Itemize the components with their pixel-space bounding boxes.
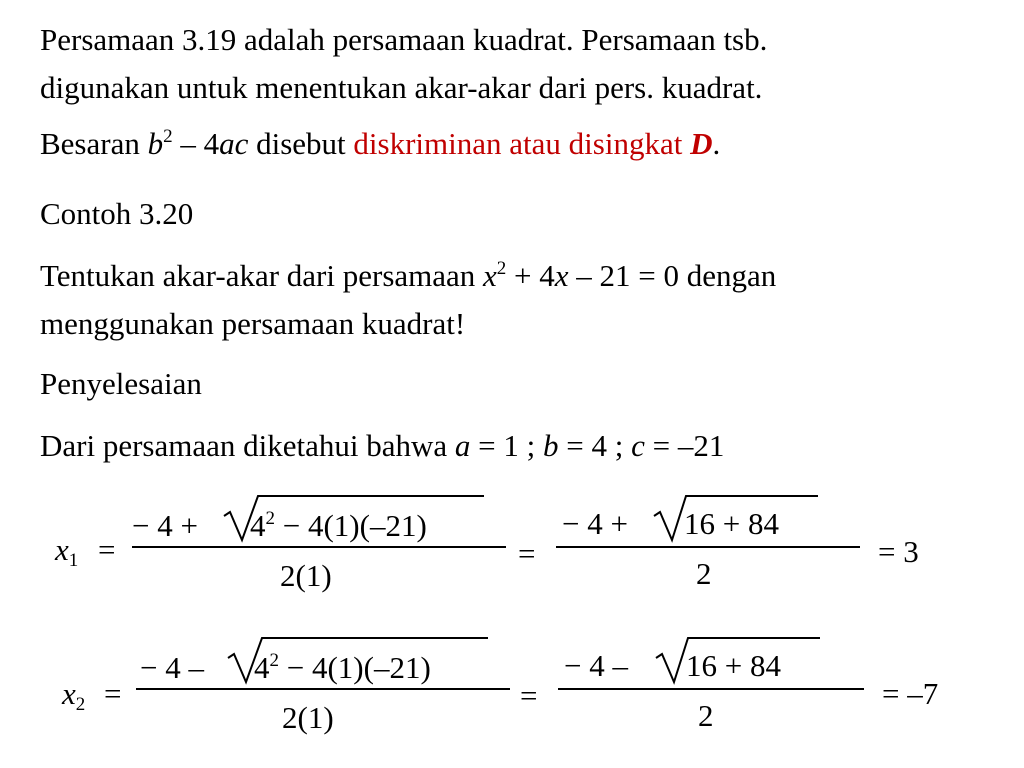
given-values [40, 426, 724, 466]
x2-den2: 2 [698, 698, 714, 733]
x1-rad-rest: − 4(1)(–21) [275, 508, 427, 543]
solution-text: Penyelesaian [40, 366, 202, 401]
x1-fraction-bar-2 [556, 546, 860, 548]
b-var: b [543, 428, 559, 463]
x1-eq-text: = [98, 532, 116, 567]
x1-sub: 1 [68, 550, 79, 571]
x1-den2: 2 [696, 556, 712, 591]
question-line-2 [40, 304, 465, 344]
paragraph-line-3 [40, 124, 720, 164]
x2-radicand-2 [686, 648, 781, 684]
x1-equals [98, 532, 115, 568]
x2-rad-base: 4 [254, 650, 270, 685]
x1-num2-pre: − 4 + [562, 506, 628, 541]
x2-fraction-bar-2 [558, 688, 864, 690]
example-title-text: Contoh 3.20 [40, 196, 194, 231]
x2-den: 2(1) [282, 700, 334, 735]
example-title [40, 194, 193, 234]
x2-radicand [254, 650, 431, 686]
x1-rad2: 16 + 84 [684, 506, 779, 541]
x2-equals-2 [520, 678, 537, 714]
x1-result [878, 534, 919, 570]
x2-rad-rest: − 4(1)(–21) [279, 650, 431, 685]
x2-label [62, 676, 86, 715]
x1-var: x [55, 532, 69, 567]
x1-eq2-text: = [518, 536, 536, 571]
question-line-1 [40, 256, 776, 296]
x1-den: 2(1) [280, 558, 332, 593]
x2-eq2-text: = [520, 678, 538, 713]
paragraph-line-2 [40, 68, 762, 108]
x2-equals [104, 676, 121, 712]
x1-radicand-2 [684, 506, 779, 542]
q-pre: Tentukan akar-akar dari persamaan [40, 258, 484, 293]
paragraph-line-2-text: digunakan untuk menentukan akar-akar dari pers. kuadrat. [40, 70, 763, 105]
x1-denominator [280, 558, 332, 594]
x2-result-text: = –7 [882, 676, 939, 711]
line3-ac: ac [219, 126, 249, 161]
x2-result [882, 676, 938, 712]
paragraph-line-1-text: Persamaan 3.19 adalah persamaan kuadrat. Persamaan tsb. [40, 22, 768, 57]
given-pre: Dari persamaan diketahui bahwa [40, 428, 455, 463]
q-line2: menggunakan persamaan kuadrat! [40, 306, 466, 341]
x2-rad2: 16 + 84 [686, 648, 781, 683]
q-x2: x [554, 258, 569, 293]
x2-sub: 2 [75, 694, 86, 715]
a-val: = 1 ; [470, 428, 543, 463]
x1-equals-2 [518, 536, 535, 572]
x1-label [55, 532, 79, 571]
line3-mid: – 4 [172, 126, 220, 161]
x1-num-pre: − 4 + [132, 508, 198, 543]
x2-rad-exp: 2 [269, 650, 279, 671]
line3-pre: Besaran [40, 126, 148, 161]
x2-denominator [282, 700, 334, 736]
x1-radicand [250, 508, 427, 544]
solution-heading [40, 364, 202, 404]
b-val: = 4 ; [558, 428, 632, 463]
x2-fraction-bar [136, 688, 510, 690]
q-exp: 2 [496, 258, 507, 279]
discriminant-symbol: D [690, 126, 713, 161]
discriminant-highlight: diskriminan atau disingkat [353, 126, 691, 161]
x2-var: x [62, 676, 76, 711]
line3-post: disebut [248, 126, 354, 161]
x2-numerator-prefix [140, 650, 204, 686]
x1-rad-base: 4 [250, 508, 266, 543]
x1-denominator-2 [696, 556, 712, 592]
line3-exp: 2 [163, 126, 173, 147]
q-post: – 21 = 0 dengan [568, 258, 777, 293]
x2-num2-pre: − 4 – [564, 648, 628, 683]
x1-result-text: = 3 [878, 534, 919, 569]
x1-numerator-prefix [132, 508, 198, 544]
q-x: x [483, 258, 497, 293]
x1-numerator2-prefix [562, 506, 628, 542]
x2-numerator2-prefix [564, 648, 628, 684]
q-mid: + 4 [506, 258, 555, 293]
line3-end: . [712, 126, 721, 161]
c-var: c [631, 428, 645, 463]
x2-eq-text: = [104, 676, 122, 711]
a-var: a [454, 428, 471, 463]
x1-rad-exp: 2 [265, 508, 275, 529]
x2-denominator-2 [698, 698, 714, 734]
c-val: = –21 [644, 428, 725, 463]
x1-fraction-bar [132, 546, 506, 548]
x2-num-pre: − 4 – [140, 650, 204, 685]
paragraph-line-1 [40, 20, 767, 60]
line3-b: b [147, 126, 164, 161]
